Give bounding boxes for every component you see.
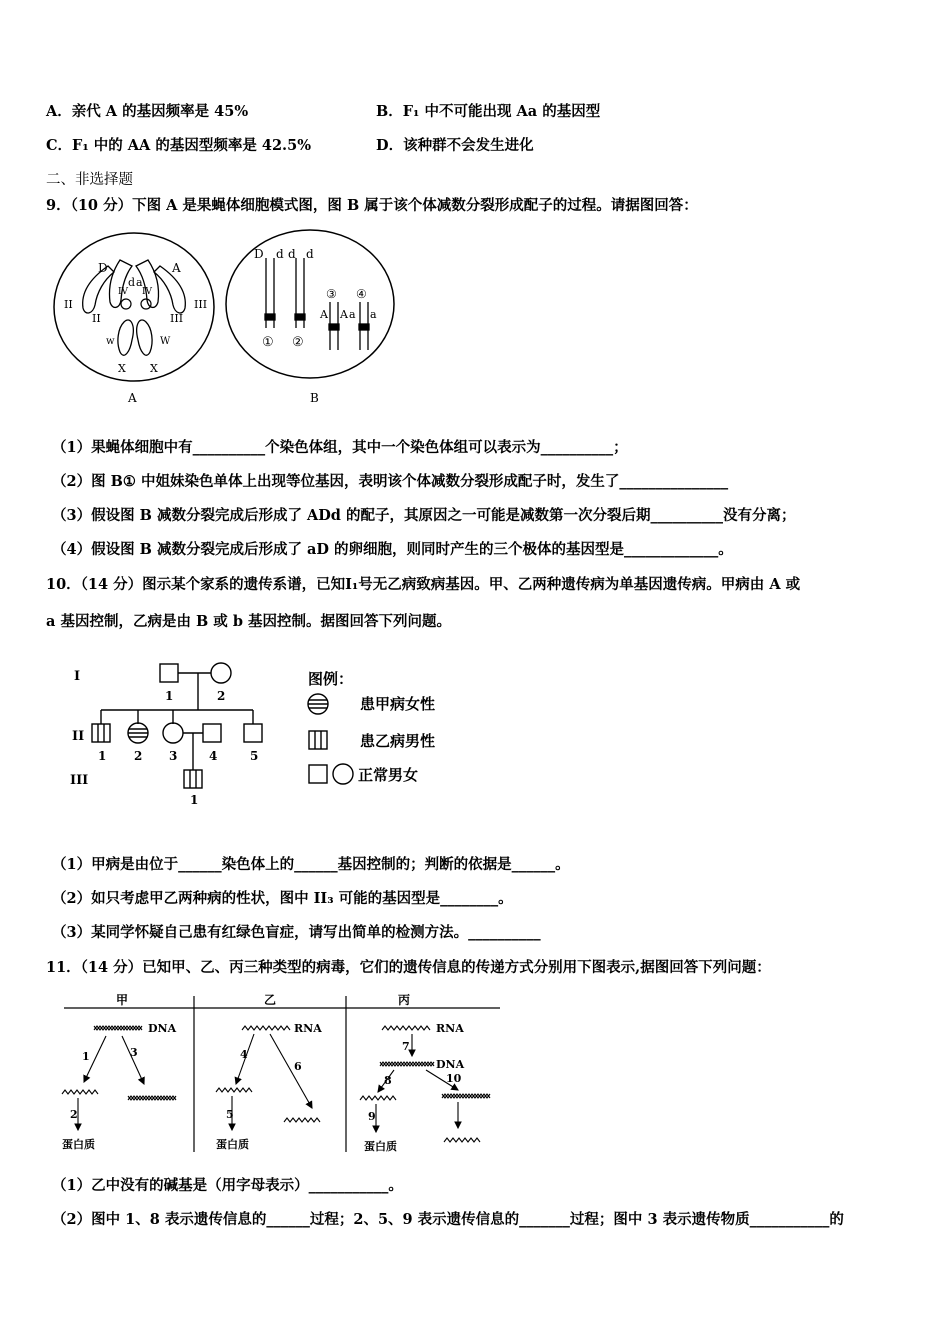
ii3-number: 3 bbox=[169, 749, 178, 763]
i1-male bbox=[160, 664, 178, 682]
chromosome-x-left bbox=[118, 320, 133, 355]
yi-rna-label: RNA bbox=[294, 1022, 322, 1035]
q11-sub1: （1）乙中没有的碱基是（用字母表示）___________。 bbox=[52, 1177, 403, 1194]
option-d: D．该种群不会发生进化 bbox=[376, 137, 534, 154]
b-label-1: ① bbox=[262, 335, 274, 350]
legend-normal-male-icon bbox=[309, 765, 327, 783]
bing-step-7: 7 bbox=[402, 1040, 410, 1053]
jia-title: 甲 bbox=[116, 993, 129, 1007]
b-label-A2: A bbox=[340, 308, 348, 321]
iii1-number: 1 bbox=[190, 793, 199, 807]
ii5-male bbox=[244, 724, 262, 742]
q9-sub3: （3）假设图 B 减数分裂完成后形成了 ADd 的配子，其原因之一可能是减数第一次分裂后期__________没有分离； bbox=[52, 507, 796, 524]
pedigree-chart bbox=[58, 652, 478, 812]
label-a-lower: a bbox=[136, 276, 143, 289]
label-a-upper: A bbox=[172, 261, 181, 275]
ii4-number: 4 bbox=[209, 749, 218, 763]
iii1-affected-b-male bbox=[184, 770, 202, 788]
bing-dna-label: DNA bbox=[436, 1058, 465, 1071]
ii2-number: 2 bbox=[134, 749, 143, 763]
bing-rna-strand bbox=[382, 1026, 430, 1030]
chromatid-pair-3 bbox=[329, 302, 339, 350]
b-label-A1: A bbox=[320, 308, 328, 321]
q9-sub2: （2）图 B① 中姐妹染色单体上出现等位基因，表明该个体减数分裂形成配子时，发生了_______________ bbox=[52, 473, 729, 490]
generation-ii-label: II bbox=[72, 729, 85, 744]
bing-protein: 蛋白质 bbox=[364, 1140, 397, 1153]
chromatid-pair-2 bbox=[295, 258, 305, 328]
legend-item-1: 患甲病女性 bbox=[360, 695, 436, 713]
q9-stem: 9．（10 分）下图 A 是果蝇体细胞模式图，图 B 属于该个体减数分裂形成配子的过程。请据图回答： bbox=[46, 197, 698, 214]
label-w-big: W bbox=[160, 336, 171, 347]
legend-normal-female-icon bbox=[333, 764, 353, 784]
yi-rna-strand bbox=[242, 1026, 290, 1030]
yi-title: 乙 bbox=[264, 993, 277, 1007]
label-d-lower: d bbox=[128, 276, 136, 289]
chromosome-iv-right bbox=[141, 299, 151, 309]
ii1-number: 1 bbox=[98, 749, 107, 763]
option-a: A．亲代 A 的基因频率是 45% bbox=[46, 103, 249, 120]
ii1-affected-b-male bbox=[92, 724, 110, 742]
q10-sub2: （2）如只考虑甲乙两种病的性状，图中 II₃ 可能的基因型是________。 bbox=[52, 890, 513, 907]
b-label-d2: d bbox=[288, 247, 296, 261]
b-label-3: ③ bbox=[326, 287, 337, 301]
yi-step-6: 6 bbox=[294, 1060, 302, 1073]
legend-title: 图例： bbox=[308, 670, 354, 688]
jia-step-1: 1 bbox=[82, 1050, 90, 1063]
bing-rna-label: RNA bbox=[436, 1022, 464, 1035]
figure-a-label: A bbox=[128, 391, 137, 405]
q10-sub3: （3）某同学怀疑自己患有红绿色盲症，请写出简单的检测方法。__________ bbox=[52, 924, 541, 941]
b-label-a1: a bbox=[349, 308, 356, 321]
label-iii-b: III bbox=[194, 298, 208, 311]
i1-number: 1 bbox=[165, 689, 174, 703]
label-x-right: X bbox=[150, 362, 158, 375]
legend-item-2: 患乙病男性 bbox=[360, 732, 436, 750]
b-label-d3: d bbox=[306, 247, 314, 261]
chromatid-pair-4 bbox=[359, 302, 369, 350]
q10-sub1: （1）甲病是由位于______染色体上的______基因控制的；判断的依据是______。 bbox=[52, 856, 570, 873]
q10-stem-2: a 基因控制，乙病是由 B 或 b 基因控制。据图回答下列问题。 bbox=[46, 613, 452, 630]
yi-step-4: 4 bbox=[240, 1048, 248, 1061]
b-label-2: ② bbox=[292, 335, 304, 350]
section-title: 二、非选择题 bbox=[46, 172, 133, 188]
legend-male-b-icon bbox=[309, 731, 327, 749]
bing-step-8: 8 bbox=[384, 1074, 392, 1087]
option-b: B．F₁ 中不可能出现 Aa 的基因型 bbox=[376, 103, 601, 120]
q10-stem-1: 10．（14 分）图示某个家系的遗传系谱，已知Ⅰ₁号无乙病致病基因。甲、乙两种遗传病为单基因遗传病。甲病由 A 或 bbox=[46, 576, 801, 593]
ii5-number: 5 bbox=[250, 749, 259, 763]
i2-female bbox=[211, 663, 231, 683]
ii3-female bbox=[163, 723, 183, 743]
jia-step-3: 3 bbox=[130, 1046, 138, 1059]
b-label-4: ④ bbox=[356, 287, 367, 301]
q9-sub1: （1）果蝇体细胞中有__________个染色体组，其中一个染色体组可以表示为__________； bbox=[52, 439, 628, 456]
generation-iii-label: III bbox=[70, 773, 89, 788]
label-iv-b: IV bbox=[142, 287, 153, 297]
label-iv-a: IV bbox=[118, 287, 129, 297]
yi-step-5: 5 bbox=[226, 1108, 234, 1121]
b-label-a2: a bbox=[370, 308, 377, 321]
chromatid-pair-1 bbox=[265, 258, 275, 328]
q9-cell-figure bbox=[48, 228, 450, 408]
bing-title: 丙 bbox=[398, 993, 411, 1007]
b-label-D: D bbox=[254, 247, 264, 261]
figure-b-label: B bbox=[310, 391, 319, 405]
q11-stem: 11．（14 分）已知甲、乙、丙三种类型的病毒，它们的遗传信息的传递方式分别用下图表示,据图回答下列问题： bbox=[46, 959, 771, 976]
chromosome-iv-left bbox=[121, 299, 131, 309]
label-x-left: X bbox=[118, 362, 126, 375]
chromosome-x-right bbox=[137, 320, 152, 355]
label-iii-a: III bbox=[170, 312, 184, 325]
i2-number: 2 bbox=[217, 689, 226, 703]
virus-transfer-figure bbox=[56, 990, 506, 1155]
jia-step-2: 2 bbox=[70, 1108, 78, 1121]
option-c: C．F₁ 中的 AA 的基因型频率是 42.5% bbox=[46, 137, 311, 154]
legend-item-3: 正常男女 bbox=[358, 766, 419, 784]
q9-sub4: （4）假设图 B 减数分裂完成后形成了 aD 的卵细胞，则同时产生的三个极体的基因型是_____________。 bbox=[52, 541, 733, 558]
cell-a-outline bbox=[54, 233, 214, 381]
yi-protein: 蛋白质 bbox=[216, 1138, 249, 1151]
label-ii-a: II bbox=[64, 298, 73, 311]
bing-step-10: 10 bbox=[446, 1072, 462, 1085]
label-ii-b: II bbox=[92, 312, 101, 325]
q11-sub2: （2）图中 1、8 表示遗传信息的______过程；2、5、9 表示遗传信息的_______过程；图中 3 表示遗传物质___________的 bbox=[52, 1211, 844, 1228]
bing-step-9: 9 bbox=[368, 1110, 376, 1123]
label-w-small: w bbox=[106, 336, 115, 347]
ii4-male bbox=[203, 724, 221, 742]
jia-protein: 蛋白质 bbox=[62, 1138, 95, 1151]
generation-i-label: I bbox=[74, 669, 81, 684]
jia-dna-label: DNA bbox=[148, 1022, 177, 1035]
b-label-d1: d bbox=[276, 247, 284, 261]
label-d-upper: D bbox=[98, 261, 108, 275]
